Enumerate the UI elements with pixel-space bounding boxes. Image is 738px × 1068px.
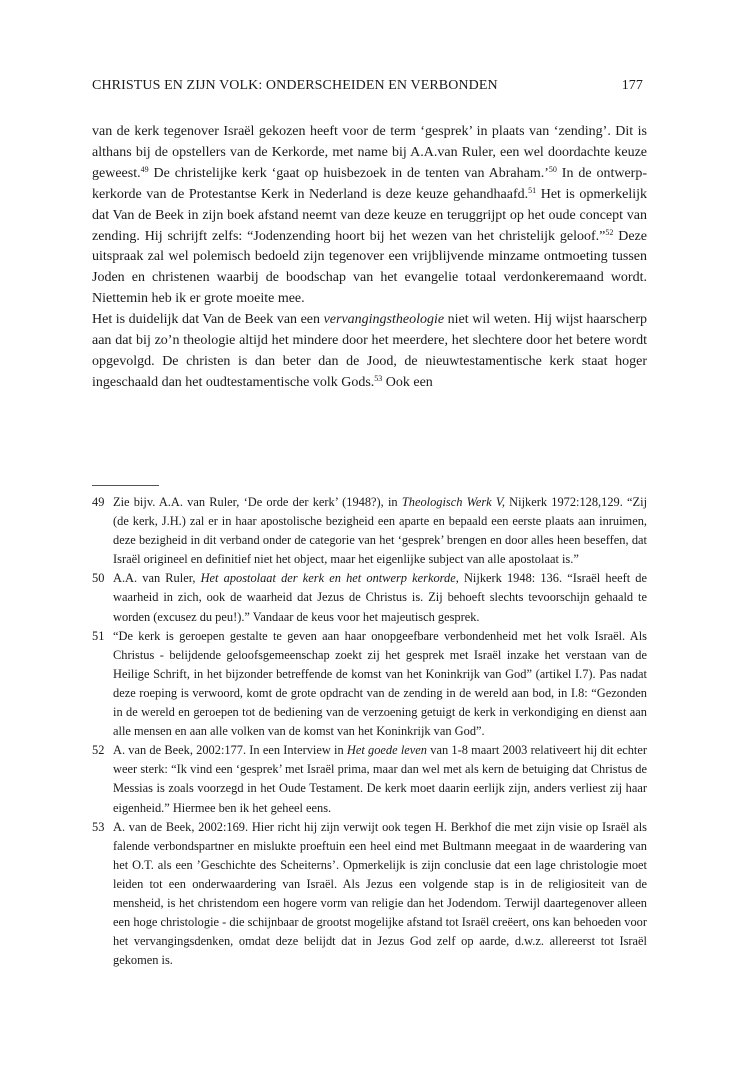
text-run: A. van de Beek, 2002:177. In een Interview in	[113, 743, 347, 758]
running-header	[92, 78, 647, 100]
footnote-ref-52: 52	[605, 227, 614, 237]
footnote-51	[92, 627, 647, 742]
footnote-number: 50	[92, 571, 105, 586]
paragraph-1	[92, 122, 647, 310]
text-run: Ook een	[382, 374, 433, 390]
main-text	[92, 122, 647, 394]
text-run: van de kerk tegenover Israël gekozen heeft voor de term ‘gesprek’ in plaats van ‘zending’. Dit is althans bij de opstellers van de Kerkorde, met name bij A.A.van Ruler, een wel doordachte keuze geweest.	[92, 124, 647, 181]
footnote-49	[92, 493, 647, 569]
emphasis: Het apostolaat der kerk en het ontwerp kerkorde,	[200, 571, 459, 586]
footnote-number: 53	[92, 819, 105, 834]
footnote-ref-50: 50	[548, 164, 557, 174]
footnote-ref-51: 51	[528, 185, 537, 195]
text-run: In de ontwerp-kerkorde van de Protestantse Kerk in Nederland is deze keuze gehandhaafd.	[92, 165, 647, 202]
text-run: A. van de Beek, 2002:169. Hier richt hij zijn verwijt ook tegen H. Berkhof die met zijn visie op Israël als falende verbondspartner en mislukte proeftuin een heel eind met Bultmann meegaat in de waardering van het O.T. als een ’Geschichte des Scheiterns’. Opmerkelijk is zijn conclusie dat een lage christologie moet leiden tot een onderwaardering van Israël. Als Jezus een volgende stap is in de religiositeit van de mensheid, is het christendom een hogere vorm van religie dan het Jodendom. Terwijl daartegenover alleen een hoge christologie - die schijnbaar de grootst mogelijke afstand tot Israël creëert, ons kan behoeden voor het vervangingsdenken, omdat deze belijdt dat in Jezus God zelf op aarde, d.w.z. allereerst tot Israël gekomen is.	[113, 819, 647, 968]
text-run: Zie bijv. A.A. van Ruler, ‘De orde der kerk’ (1948?), in	[113, 495, 402, 509]
footnote-number: 51	[92, 628, 105, 643]
text-run: van 1-8 maart 2003 relativeert hij dit echter weer sterk: “Ik vind een ‘gesprek’ met Israël prima, maar dan wel met als kern de betuiging dat Christus de Messias is zoals voorzegd in het Oude Testament. De kerk moet daarin eerlijk zijn, anders verliest zij haar eigenheid.” Hiermee ben ik het geheel eens.	[113, 743, 647, 815]
emphasis: Theologisch Werk V,	[401, 495, 505, 509]
text-run: De christelijke kerk ‘gaat op huisbezoek in de tenten van Abraham.’	[148, 165, 549, 181]
emphasis: Het goede leven	[346, 743, 428, 758]
text-run: Deze uitspraak zal wel polemisch bedoeld zijn tegenover een vrijblijvende minzame ontmoeting tussen Joden en christenen waarbij de boodschap van het evangelie totaal verdonkeremaand wordt. Niettemin heb ik er grote moeite mee.	[92, 228, 647, 307]
text-run: Nijkerk 1948: 136. “Israël heeft de waarheid in zich, ook de waarheid dat Jezus de Christus is. Zij behoeft slechts tevoorschijn gehaald te worden (excusez du peu!).” Vandaar de keus voor het majeutisch gesprek.	[113, 571, 647, 624]
footnote-number: 52	[92, 743, 105, 758]
footnote-52	[92, 741, 647, 817]
page-number: 177	[621, 78, 643, 93]
text-run: A.A. van Ruler,	[113, 571, 201, 586]
text-run: Het is duidelijk dat Van de Beek van een	[92, 312, 324, 328]
text-run: “De kerk is geroepen gestalte te geven aan haar onopgeefbare verbondenheid met het volk Israël. Als Christus - belijdende geloofsgemeenschap zoekt zij het gesprek met Israël inzake het verstaan van de Heilige Schrift, in het bijzonder betreffende de komst van het Koninkrijk van God” (artikel I.7). Pas nadat deze roeping is verwoord, komt de grote opdracht van de zending in de wereld aan bod, in I.8: “Gezonden in de wereld en geroepen tot de bediening van de verzoening getuigt de kerk in verkondiging en dienst aan alle mensen en aan alle volken van de komst van het Koninkrijk van God”.	[113, 628, 647, 739]
footnote-ref-53: 53	[374, 373, 383, 383]
text-run: Nijkerk 1972:128,129. “Zij (de kerk, J.H.) zal er in haar apostolische bezigheid een aparte en bepaald een eerste plaats aan inruimen, deze bezigheid in dit verband onder de categorie van het ‘gesprek’ brengen en door alles heen beseffen, dat Israël origineel en definitief niet het object, maar het eigenlijke subject van alle apostolaat is.”	[113, 495, 648, 567]
footnote-number: 49	[92, 495, 105, 509]
text-run: Het is opmerkelijk dat Van de Beek in zijn boek afstand neemt van deze keuze en teruggrijpt op het oude concept van zending. Hij schrijft zelfs: “Jodenzending hoort bij het wezen van het christelijk geloof.”	[92, 186, 648, 244]
footnote-50	[92, 569, 647, 626]
text-run: niet wil weten. Hij wijst haarscherp aan dat bij zo’n theologie altijd het mindere door het meerdere, het slechtere door het betere wordt opgevolgd. De christen is dan beter dan de Jood, de nieuwtestamentische kerk staat hoger ingeschaald dan het oudtestamentische volk Gods.	[92, 312, 647, 390]
footnote-separator	[92, 485, 159, 486]
emphasis: vervangingstheologie	[323, 312, 445, 328]
footnotes	[92, 493, 647, 970]
running-title: CHRISTUS EN ZIJN VOLK: ONDERSCHEIDEN EN VERBONDEN	[92, 78, 498, 93]
footnote-53	[92, 818, 647, 971]
paragraph-2	[92, 310, 647, 394]
footnote-ref-49: 49	[140, 164, 149, 174]
